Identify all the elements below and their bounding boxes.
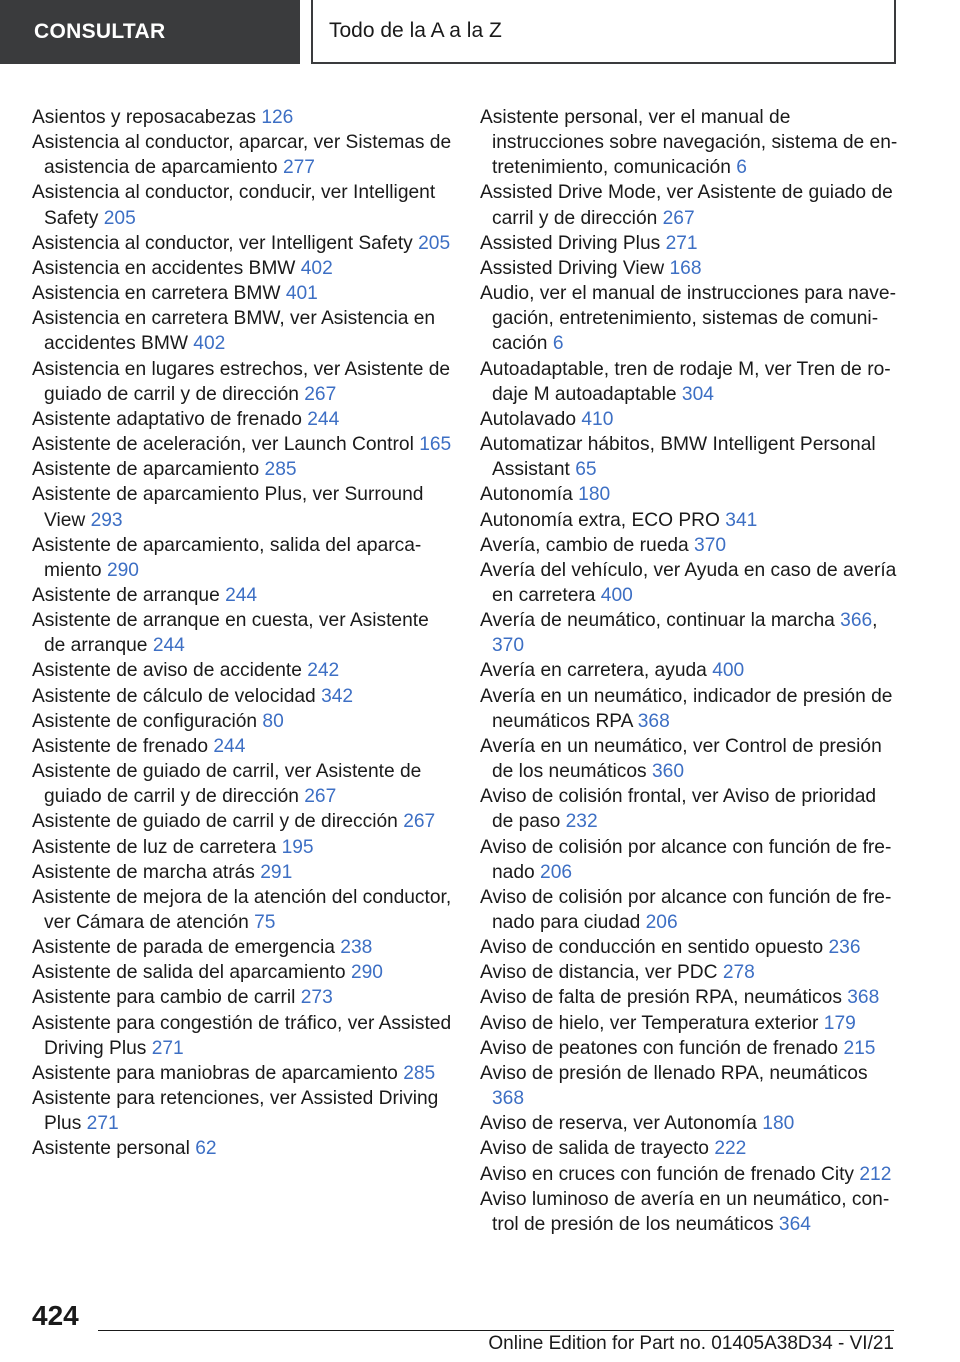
- index-entry: [480, 885, 900, 935]
- index-term: Aviso de colisión por alcance con función de frenado para ciudad: [480, 886, 892, 933]
- page-reference-link[interactable]: 236: [828, 937, 861, 959]
- page-reference-link[interactable]: 126: [261, 107, 294, 128]
- index-entry: [480, 784, 900, 834]
- index-term: Aviso de conducción en sentido opuesto: [480, 937, 824, 959]
- page-reference-link[interactable]: 6: [736, 157, 747, 179]
- index-entry: [32, 935, 454, 960]
- page-reference-link[interactable]: 402: [300, 257, 333, 279]
- page-reference-link[interactable]: 401: [285, 283, 318, 305]
- index-term: Aviso de reserva, ver Autonomía: [480, 1113, 757, 1135]
- index-entry: [32, 407, 454, 432]
- index-entry: [480, 407, 900, 432]
- page-reference-link[interactable]: 291: [260, 861, 293, 883]
- page-reference-link[interactable]: 400: [600, 584, 633, 606]
- index-entry: [32, 960, 454, 985]
- page-reference-link[interactable]: 179: [823, 1012, 856, 1034]
- index-term: Asistente para cambio de carril: [32, 987, 296, 1009]
- index-term: Asistencia en lugares estrechos, ver Asistente de guiado de carril y de dirección: [32, 358, 451, 405]
- index-entry: [32, 658, 454, 683]
- page-reference-link[interactable]: 368: [847, 987, 880, 1009]
- page-reference-link[interactable]: 400: [712, 660, 745, 682]
- index-entry: [32, 130, 454, 180]
- index-term: Asistente de aceleración, ver Launch Control: [32, 434, 414, 456]
- index-entry: [480, 835, 900, 885]
- index-entry: [480, 105, 900, 180]
- index-term: Asientos y reposacabezas: [32, 107, 256, 128]
- index-term: Automatizar hábitos, BMW Intelligent Personal Assistant: [480, 434, 876, 481]
- page-header: [0, 0, 960, 66]
- page-reference-link[interactable]: 244: [213, 735, 246, 757]
- page-reference-link[interactable]: 238: [340, 937, 373, 959]
- index-entry: [480, 256, 900, 281]
- page-reference-link[interactable]: 180: [578, 484, 611, 506]
- index-term: Autonomía extra, ECO PRO: [480, 509, 720, 531]
- index-entry: [32, 1011, 454, 1061]
- page-reference-link[interactable]: 271: [151, 1037, 184, 1059]
- index-entry: [480, 985, 900, 1010]
- index-term: Asistente de cálculo de velocidad: [32, 685, 316, 707]
- index-entry: [32, 709, 454, 734]
- page-reference-link[interactable]: 267: [662, 207, 695, 229]
- index-entry: [32, 1061, 454, 1086]
- page-reference-link[interactable]: 206: [645, 912, 678, 933]
- index-term: Aviso de falta de presión RPA, neumáticos: [480, 987, 842, 1009]
- index-term: Assisted Driving Plus: [480, 232, 661, 254]
- page-reference-link[interactable]: 75: [254, 912, 276, 933]
- index-column-right: [480, 105, 900, 1237]
- page-reference-link[interactable]: 222: [714, 1138, 747, 1160]
- page-reference-link[interactable]: 342: [321, 685, 354, 707]
- index-entry: [32, 583, 454, 608]
- index-entry: [32, 180, 454, 230]
- page-reference-link[interactable]: 271: [665, 232, 698, 254]
- page-reference-link[interactable]: 267: [304, 786, 337, 808]
- page-reference-link[interactable]: 267: [403, 811, 436, 833]
- index-term: Aviso de salida de trayecto: [480, 1138, 709, 1160]
- index-entry: [32, 885, 454, 935]
- index-term: Asistente personal, ver el manual de instrucciones sobre navegación, sistema de entretenimiento, comunicación: [480, 107, 898, 179]
- index-entry: Avería de neumático, continuar la marcha 366, 370: [480, 610, 878, 657]
- index-term: Asistente de guiado de carril y de dirección: [32, 811, 398, 833]
- page-reference-link[interactable]: 290: [106, 559, 139, 581]
- index-entry: [32, 684, 454, 709]
- index-entry: [480, 684, 900, 734]
- page-reference-link[interactable]: 267: [304, 383, 337, 405]
- page-reference-link[interactable]: 232: [565, 811, 598, 833]
- index-term: Avería en un neumático, indicador de presión de neumáticos RPA: [480, 685, 893, 732]
- page-reference-link[interactable]: 205: [418, 232, 451, 254]
- page-reference-link[interactable]: 62: [195, 1138, 217, 1160]
- index-term: Asistencia en accidentes BMW: [32, 257, 296, 279]
- page-reference-link[interactable]: 65: [575, 459, 597, 481]
- index-entry: [480, 533, 900, 558]
- page-reference-link[interactable]: 244: [225, 584, 258, 606]
- page-reference-link[interactable]: 206: [540, 861, 573, 883]
- index-entry: [480, 1061, 900, 1111]
- page-reference-link[interactable]: 290: [350, 962, 383, 984]
- index-entry: [32, 231, 454, 256]
- page-reference-link[interactable]: 341: [725, 509, 758, 531]
- index-term: Aviso de hielo, ver Temperatura exterior: [480, 1012, 819, 1034]
- page-reference-link[interactable]: 205: [103, 207, 136, 229]
- index-entry: [480, 432, 900, 482]
- page-reference-link[interactable]: 285: [264, 459, 297, 481]
- page-number: 424: [32, 1300, 79, 1331]
- index-term: Autonomía: [480, 484, 573, 506]
- index-entry: [32, 533, 454, 583]
- index-entry: [480, 281, 900, 356]
- page-reference-link[interactable]: 410: [581, 408, 614, 430]
- index-term: Asistente de aparcamiento, salida del aparcamiento: [32, 534, 422, 581]
- index-term: Asistente de marcha atrás: [32, 861, 255, 883]
- footer-divider: [98, 1330, 894, 1331]
- index-entry: [32, 1086, 454, 1136]
- index-term: Asistencia al conductor, ver Intelligent Safety: [32, 232, 413, 254]
- index-entry: [32, 860, 454, 885]
- index-entry: [32, 1136, 454, 1161]
- index-entry: [32, 985, 454, 1010]
- index-entry: [32, 809, 454, 834]
- index-term: Avería en carretera, ayuda: [480, 660, 707, 682]
- page-reference-link[interactable]: 368: [492, 1088, 525, 1110]
- index-term: Asistente de arranque: [32, 584, 220, 606]
- page-reference-link[interactable]: 6: [552, 333, 564, 355]
- index-entry: [480, 960, 900, 985]
- index-entry: [32, 759, 454, 809]
- page-reference-link[interactable]: 244: [307, 408, 340, 430]
- index-term: Aviso de peatones con función de frenado: [480, 1037, 839, 1059]
- index-entry: [32, 306, 454, 356]
- index-entry: [32, 256, 454, 281]
- index-entry: [480, 558, 900, 608]
- index-term: Asistente para retenciones, ver Assisted Driving Plus: [32, 1088, 439, 1135]
- index-term: Avería del vehículo, ver Ayuda en caso de avería en carretera: [480, 559, 897, 606]
- index-entry: [32, 482, 454, 532]
- index-entry: [32, 457, 454, 482]
- index-term: Avería, cambio de rueda: [480, 534, 689, 556]
- index-entry: [480, 734, 900, 784]
- index-term: Asistente de guiado de carril, ver Asistente de guiado de carril y de dirección: [32, 761, 422, 808]
- index-entry: [480, 935, 900, 960]
- index-term: Asistente de configuración: [32, 710, 258, 732]
- index-term: Asistencia al conductor, aparcar, ver Sistemas de asistencia de aparcamiento: [32, 132, 452, 179]
- page-reference-link[interactable]: 366: [840, 610, 873, 632]
- index-term: Avería de neumático, continuar la marcha: [480, 610, 835, 632]
- index-term: Aviso luminoso de avería en un neumático, control de presión de los neumáticos: [480, 1188, 890, 1235]
- index-entry: [480, 1111, 900, 1136]
- index-term: Assisted Driving View: [480, 257, 665, 279]
- page-reference-link[interactable]: 168: [669, 257, 702, 279]
- index-entry: [480, 231, 900, 256]
- index-term: Avería en un neumático, ver Control de presión de los neumáticos: [480, 735, 882, 783]
- index-term: Asistente adaptativo de frenado: [32, 408, 302, 430]
- page-reference-link[interactable]: 370: [694, 534, 727, 556]
- index-entry: [32, 608, 454, 658]
- edition-note: Online Edition for Part no. 01405A38D34 - VI/21: [488, 1333, 894, 1354]
- index-term: Asistente de mejora de la atención del conductor, ver Cámara de atención: [32, 886, 452, 933]
- index-entry: [32, 835, 454, 860]
- index-term: Asistente de luz de carretera: [32, 836, 277, 858]
- page-reference-link[interactable]: 271: [86, 1113, 119, 1135]
- index-entry: [480, 180, 900, 230]
- index-term: Aviso de presión de llenado RPA, neumáticos: [480, 1062, 868, 1084]
- page-reference-link[interactable]: 212: [859, 1163, 892, 1185]
- index-entry: [480, 658, 900, 683]
- page-reference-link[interactable]: 370: [492, 635, 525, 657]
- index-entry: [480, 357, 900, 407]
- index-term: Asistente de parada de emergencia: [32, 937, 335, 959]
- index-term: Asistente de salida del aparcamiento: [32, 962, 346, 984]
- page-reference-link[interactable]: 80: [262, 710, 284, 732]
- index-column-left: [32, 105, 454, 1162]
- index-term: Asistente de frenado: [32, 735, 209, 757]
- page-reference-link[interactable]: 165: [419, 434, 452, 456]
- page-reference-link[interactable]: 304: [681, 383, 714, 405]
- index-term: Asistente de aviso de accidente: [32, 660, 302, 682]
- page-reference-link[interactable]: 195: [281, 836, 314, 858]
- index-entry: [480, 1136, 900, 1161]
- index-term: Asistente para maniobras de aparcamiento: [32, 1062, 398, 1084]
- index-term: Asistente personal: [32, 1138, 190, 1160]
- index-entry: [32, 357, 454, 407]
- index-entry: [32, 105, 454, 130]
- page-reference-link[interactable]: 364: [778, 1213, 811, 1235]
- index-entry: [32, 734, 454, 759]
- page-reference-link[interactable]: 273: [300, 987, 333, 1009]
- page-reference-link[interactable]: 402: [193, 333, 226, 355]
- index-term: Aviso de distancia, ver PDC: [480, 962, 718, 984]
- page-reference-link[interactable]: 360: [652, 761, 685, 783]
- page-reference-link[interactable]: 293: [90, 509, 123, 531]
- index-term: Aviso de colisión frontal, ver Aviso de prioridad de paso: [480, 786, 877, 833]
- index-term: Assisted Drive Mode, ver Asistente de guiado de carril y de dirección: [480, 182, 893, 229]
- index-term: Autolavado: [480, 408, 577, 430]
- page-reference-link[interactable]: 277: [282, 157, 315, 179]
- index-entry: [480, 1036, 900, 1061]
- index-term: Aviso de colisión por alcance con función de frenado: [480, 836, 892, 883]
- index-entry: [480, 482, 900, 507]
- section-tab: CONSULTAR: [0, 0, 300, 64]
- index-entry: [480, 508, 900, 533]
- page-reference-link[interactable]: 215: [843, 1037, 876, 1059]
- page-reference-link[interactable]: 285: [403, 1062, 436, 1084]
- index-entry: [32, 281, 454, 306]
- page-reference-link[interactable]: 180: [762, 1113, 795, 1135]
- page-reference-link[interactable]: 242: [307, 660, 340, 682]
- index-term: Asistente de aparcamiento: [32, 459, 260, 481]
- index-term: Autoadaptable, tren de rodaje M, ver Tren de rodaje M autoadaptable: [480, 358, 891, 405]
- index-entry: [480, 1011, 900, 1036]
- chapter-title: Todo de la A a la Z: [311, 0, 896, 64]
- page-reference-link[interactable]: 244: [152, 635, 185, 657]
- page-reference-link[interactable]: 278: [722, 962, 755, 984]
- index-term: Asistencia en carretera BMW: [32, 283, 281, 305]
- index-entry: [32, 432, 454, 457]
- index-term: Audio, ver el manual de instrucciones para navegación, entretenimiento, sistemas de comunicación: [480, 283, 896, 355]
- index-term: Asistente de aparcamiento Plus, ver Surround View: [32, 484, 424, 531]
- index-term: Asistencia en carretera BMW, ver Asistencia en accidentes BMW: [32, 308, 436, 355]
- page-reference-link[interactable]: 368: [637, 710, 670, 732]
- index-term: Asistencia al conductor, conducir, ver Intelligent Safety: [32, 182, 436, 229]
- index-entry: [480, 1162, 900, 1187]
- index-entry: [480, 1187, 900, 1237]
- index-term: Asistente de arranque en cuesta, ver Asistente de arranque: [32, 610, 429, 657]
- index-term: Asistente para congestión de tráfico, ver Assisted Driving Plus: [32, 1012, 452, 1059]
- index-term: Aviso en cruces con función de frenado City: [480, 1163, 855, 1185]
